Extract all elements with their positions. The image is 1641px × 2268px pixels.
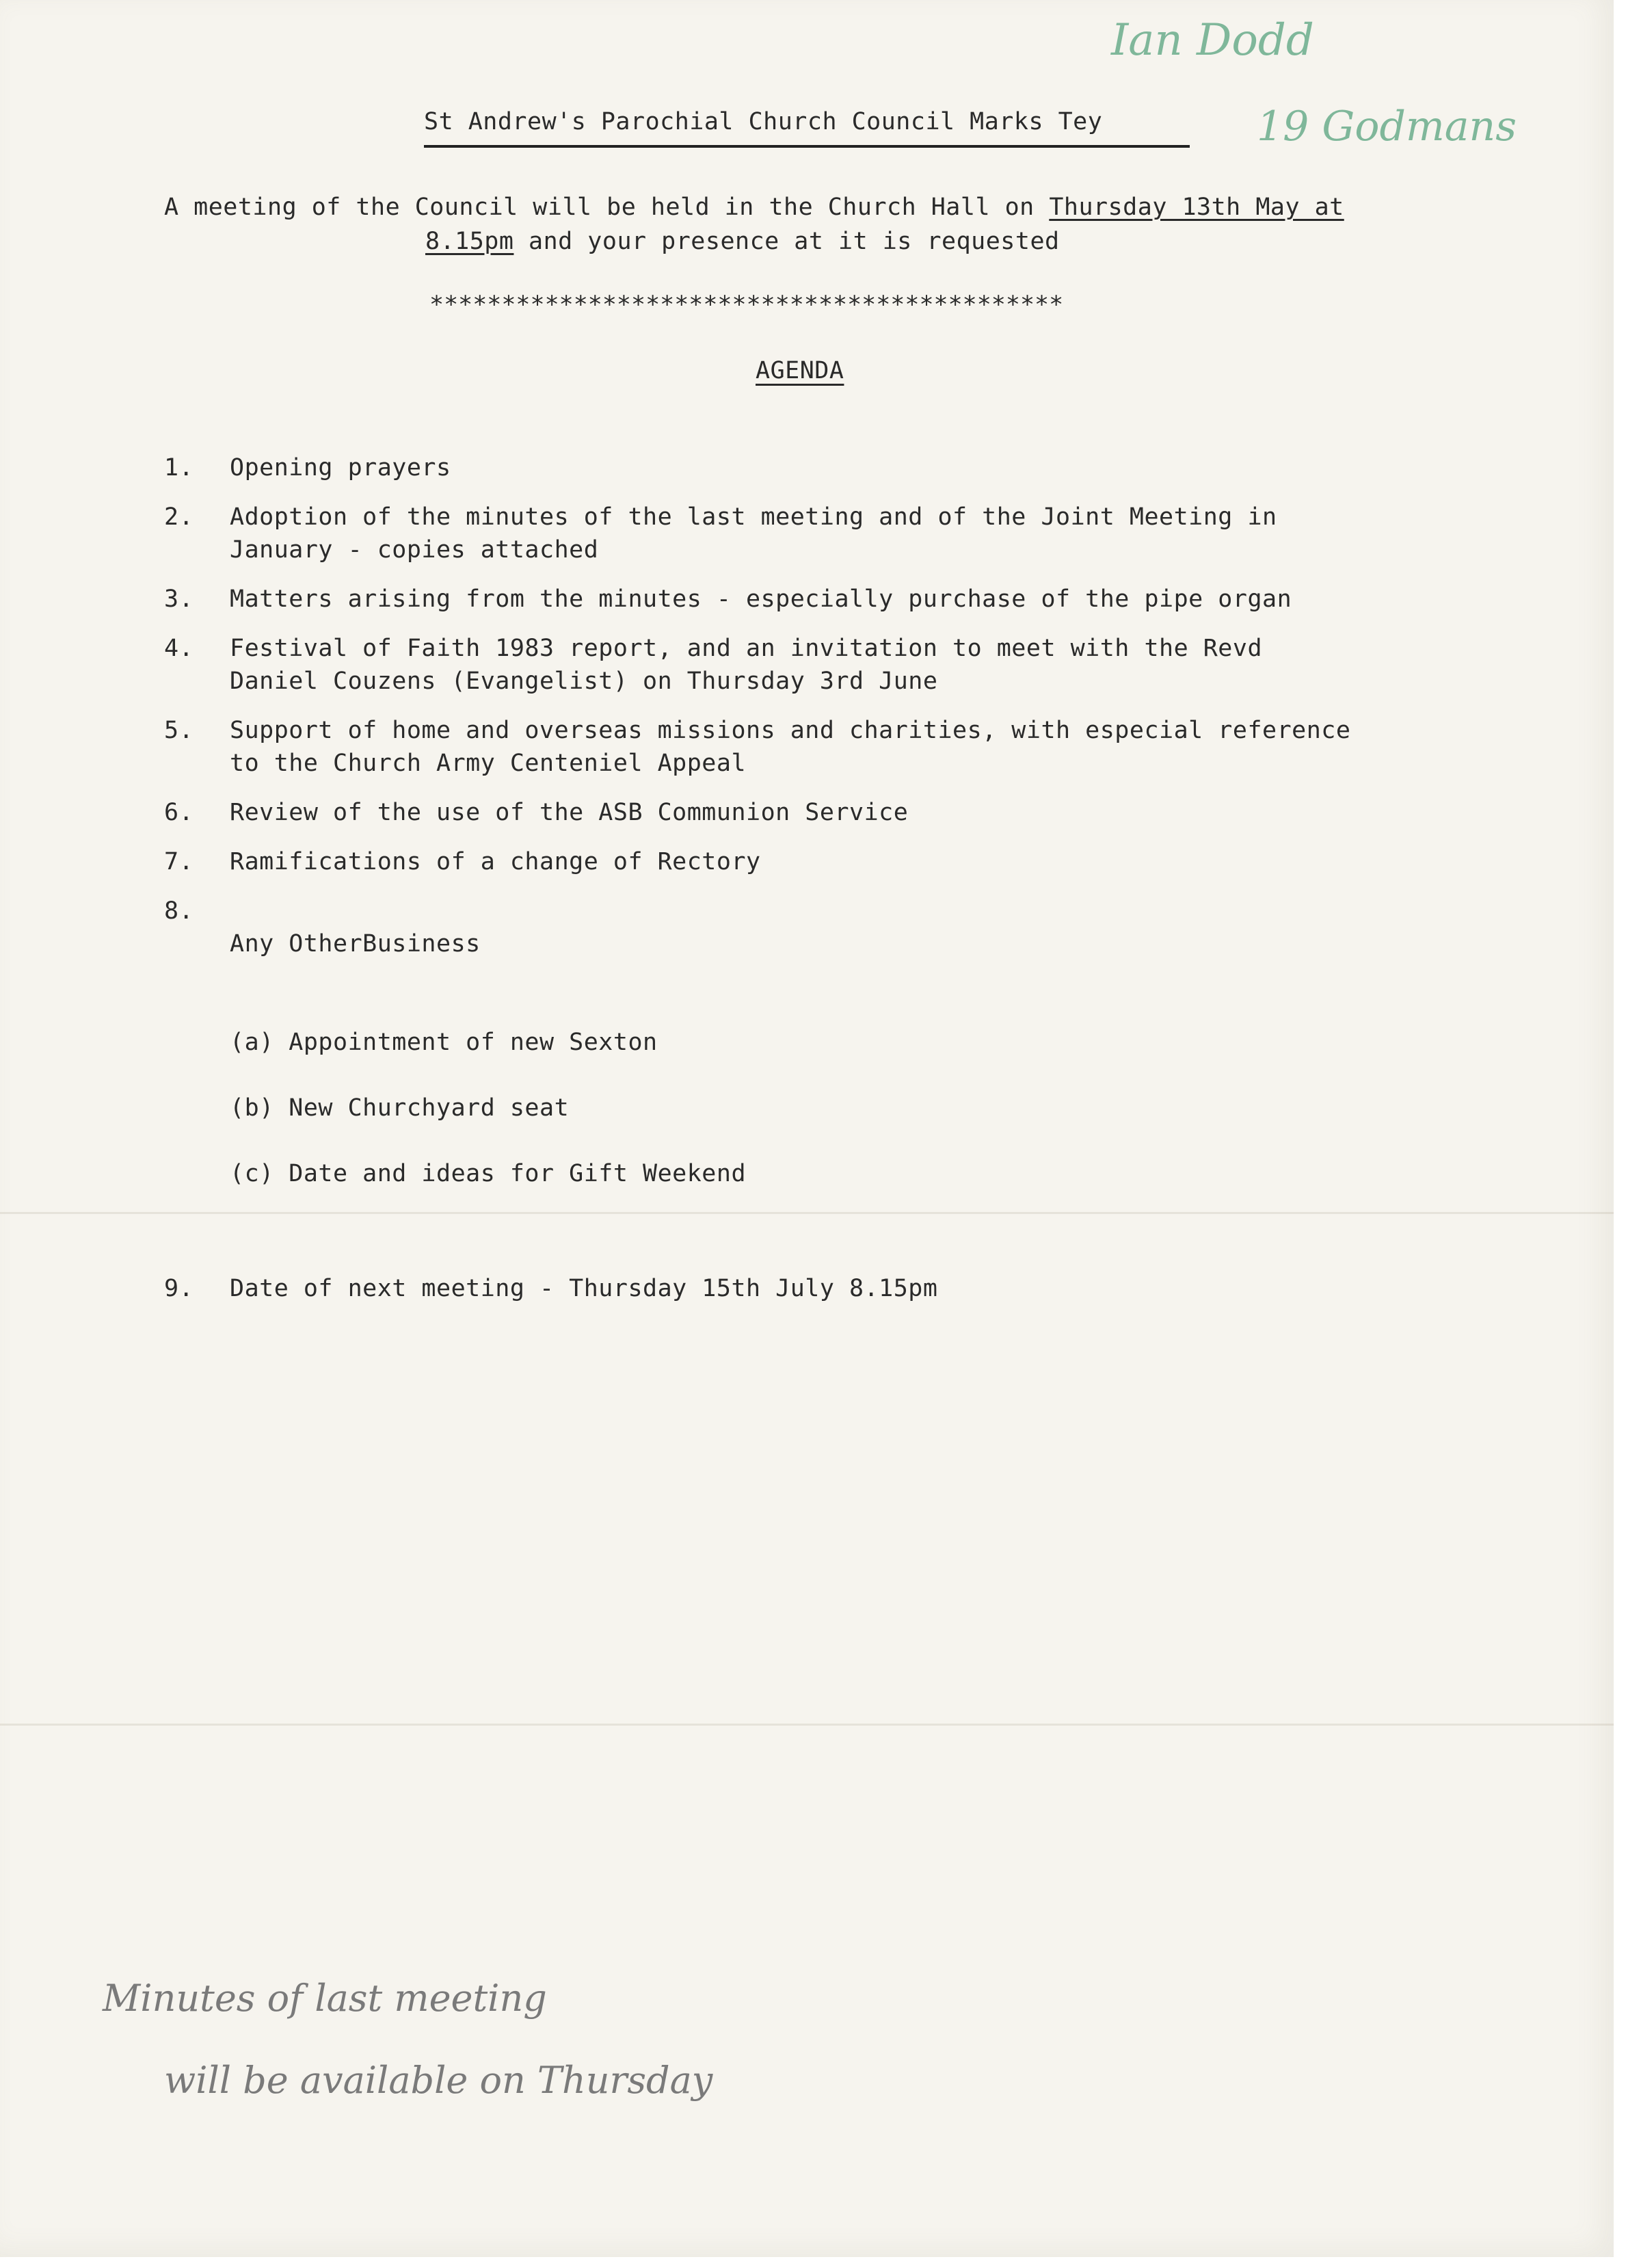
agenda-item-text: Opening prayers [230, 454, 451, 482]
agenda-item-number: 2. [164, 503, 194, 531]
agenda-item-text: Review of the use of the ASB Communion Service [230, 799, 909, 826]
paper-fold-line [0, 1724, 1614, 1726]
agenda-item-text: Festival of Faith 1983 report, and an invitation to meet with the Revd Daniel Couzens (Evangelist) on Thursday 3rd June [230, 635, 1263, 695]
notice-line-2 [164, 224, 1504, 259]
agenda-item-text: Matters arising from the minutes - especially purchase of the pipe organ [230, 585, 1292, 613]
asterisk-separator: ******************************************** [429, 291, 1064, 319]
agenda-item-text: Ramifications of a change of Rectory [230, 848, 761, 875]
agenda-heading: AGENDA [756, 357, 844, 384]
agenda-item-number: 9. [164, 1275, 194, 1302]
aob-subitem: (b) New Churchyard seat [230, 1094, 570, 1122]
agenda-item-number: 4. [164, 635, 194, 662]
agenda-item [164, 714, 1532, 780]
aob-sublist [230, 993, 1532, 1223]
aob-subitem: (a) Appointment of new Sexton [230, 1029, 658, 1056]
agenda-item [164, 451, 1532, 484]
document-title: St Andrew's Parochial Church Council Marks Tey [424, 108, 1190, 148]
agenda-item-number: 1. [164, 454, 194, 482]
notice-text-end: and your presence at it is requested [513, 228, 1060, 255]
agenda-item [164, 796, 1532, 829]
agenda-item [164, 1272, 1532, 1305]
agenda-item-text: Date of next meeting - Thursday 15th July 8.15pm [230, 1275, 938, 1302]
agenda-item [164, 583, 1532, 616]
agenda-item [164, 501, 1532, 566]
meeting-date: Thursday 13th May at [1049, 194, 1344, 221]
aob-subitem: (c) Date and ideas for Gift Weekend [230, 1160, 747, 1187]
agenda-item-number: 8. [164, 897, 194, 925]
agenda-item-number: 7. [164, 848, 194, 875]
agenda-item-content [230, 895, 1532, 1256]
agenda-item [164, 632, 1532, 698]
agenda-list [164, 451, 1532, 1321]
agenda-item-number: 6. [164, 799, 194, 826]
agenda-item-text: Adoption of the minutes of the last meeting and of the Joint Meeting in January - copies attached [230, 503, 1277, 564]
agenda-item-text: Support of home and overseas missions and charities, with especial reference to the Church Army Centeniel Appeal [230, 717, 1351, 777]
agenda-item-number: 3. [164, 585, 194, 613]
meeting-time: 8.15pm [425, 228, 514, 255]
handwritten-name: Ian Dodd [1111, 15, 1314, 66]
agenda-item [164, 845, 1532, 878]
meeting-notice [164, 190, 1504, 259]
agenda-item-text: Any OtherBusiness [230, 930, 481, 958]
handwritten-address: 19 Godmans [1257, 103, 1517, 150]
notice-text-start: A meeting of the Council will be held in the Church Hall on [164, 194, 1050, 221]
agenda-item-number: 5. [164, 717, 194, 744]
agenda-item [164, 895, 1532, 1256]
pencil-note-line-1: Minutes of last meeting [103, 1977, 547, 2020]
pencil-note-line-2: will be available on Thursday [164, 2059, 713, 2102]
